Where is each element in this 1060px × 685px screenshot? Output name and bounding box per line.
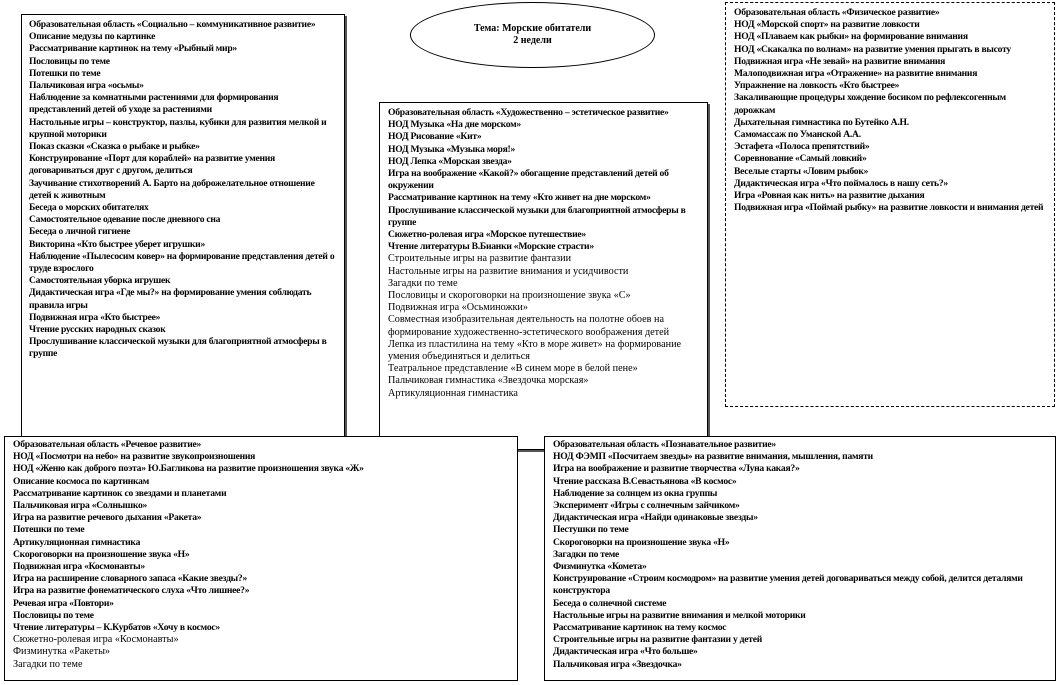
physical-line: Подвижная игра «Поймай рыбку» на развитие ловкости и внимания детей — [734, 202, 1044, 214]
social-line: Заучивание стихотворений А. Барто на доброжелательное отношение детей к животным — [29, 177, 315, 201]
social-line: Самостоятельная уборка игрушек — [29, 275, 171, 287]
art-line: Загадки по теме — [388, 277, 458, 289]
speech-line: Артикуляционная гимнастика — [13, 536, 141, 548]
art-line: Сюжетно-ролевая игра «Морское путешествие» — [388, 229, 586, 241]
speech-line: Скороговорки на произношение звука «Н» — [13, 548, 190, 560]
physical-line: Малоподвижная игра «Отражение» на развитие внимания — [734, 68, 978, 80]
speech-line: Образовательная область «Речевое развитие» — [13, 439, 202, 450]
speech-line: Игра на расширение словарного запаса «Какие звезды?» — [13, 573, 248, 585]
cognitive-line: Образовательная область «Познавательное развитие» — [553, 439, 776, 450]
speech-line: Чтение литературы – К.Курбатов «Хочу в космос» — [13, 622, 220, 634]
cognitive-line: Загадки по теме — [553, 548, 620, 560]
cognitive-development-block — [544, 436, 1056, 681]
social-line: Подвижная игра «Кто быстрее» — [29, 311, 161, 323]
speech-development-block — [4, 436, 518, 681]
cognitive-line: Конструирование «Строим космодром» на развитие умения детей договариваться между собой, делится деталями конструктора — [553, 573, 1023, 597]
social-line: Конструирование «Порт для кораблей» на развитие умения договариваться друг с другом, делиться — [29, 153, 275, 177]
social-line: Чтение русских народных сказок — [29, 324, 166, 336]
physical-line: НОД «Скакалка по волнам» на развитие умения прыгать в высоту — [734, 43, 1011, 55]
social-line: Беседа о морских обитателях — [29, 202, 149, 214]
social-line: Самостоятельное одевание после дневного сна — [29, 214, 221, 226]
cognitive-line: Скороговорки на произношение звука «Н» — [553, 536, 730, 548]
cognitive-line: Пальчиковая игра «Звездочка» — [553, 658, 682, 670]
physical-line: Веселые старты «Ловим рыбок» — [734, 165, 869, 177]
physical-line: НОД «Морской спорт» на развитие ловкости — [734, 19, 920, 31]
cognitive-line: Наблюдение за солнцем из окна группы — [553, 487, 718, 499]
speech-line: Рассматривание картинок со звездами и планетами — [13, 487, 227, 499]
physical-line: НОД «Плаваем как рыбки» на формирование внимания — [734, 31, 968, 43]
physical-line: Дидактическая игра «Что поймалось в нашу сеть?» — [734, 177, 948, 189]
social-line: Викторина «Кто быстрее уберет игрушки» — [29, 238, 205, 250]
speech-line: Пальчиковая игра «Солнышко» — [13, 500, 148, 512]
physical-line: Упражнение на ловкость «Кто быстрее» — [734, 80, 900, 92]
social-line: Прослушивание классической музыки для благоприятной атмосферы в группе — [29, 336, 327, 360]
physical-development-block — [725, 2, 1055, 407]
art-line: Строительные игры на развитие фантазии — [388, 253, 572, 265]
speech-line: Подвижная игра «Космонавты» — [13, 561, 145, 573]
social-line: Настольные игры – конструктор, пазлы, кубики для развития мелкой и крупной моторики — [29, 116, 327, 140]
art-line: Подвижная игра «Осьминожки» — [388, 302, 528, 314]
social-line: Пальчиковая игра «осьмы» — [29, 80, 144, 92]
speech-line: НОД «Женю как доброго поэта» Ю.Багликова на развитие произношения звука «Ж» — [13, 463, 364, 475]
cognitive-line: Чтение рассказа В.Севастьянова «В космос» — [553, 475, 737, 487]
social-development-block — [21, 14, 345, 448]
cognitive-line: Игра на воображение и развитие творчества «Луна какая?» — [553, 463, 800, 475]
social-line: Рассматривание картинок на тему «Рыбный мир» — [29, 43, 237, 55]
speech-line: НОД «Посмотри на небо» на развитие звукопроизношения — [13, 451, 256, 463]
cognitive-line: Физминутка «Комета» — [553, 561, 647, 573]
physical-line: Закаливающие процедуры хождение босиком по рефлексогенным дорожкам — [734, 92, 1006, 116]
physical-line: Подвижная игра «Не зевай» на развитие внимания — [734, 55, 946, 67]
art-line: Артикуляционная гимнастика — [388, 387, 518, 399]
speech-line: Игра на развитие речевого дыхания «Ракета» — [13, 512, 202, 524]
art-line: НОД Лепка «Морская звезда» — [388, 155, 512, 167]
speech-line: Физминутка «Ракеты» — [13, 646, 111, 658]
speech-line: Потешки по теме — [13, 524, 85, 536]
art-line: Игра на воображение «Какой?» обогащение представлений детей об окружении — [388, 168, 669, 192]
cognitive-line: Рассматривание картинок на тему космос — [553, 622, 727, 634]
speech-line: Загадки по теме — [13, 658, 83, 670]
cognitive-line: Дидактическая игра «Что больше» — [553, 646, 698, 658]
cognitive-line: Пестушки по теме — [553, 524, 629, 536]
cognitive-line: НОД ФЭМП «Посчитаем звезды» на развитие внимания, мышления, памяти — [553, 451, 873, 463]
art-line: НОД Музыка «На дне морском» — [388, 119, 521, 131]
physical-line: Самомассаж по Уманской А.А. — [734, 129, 861, 141]
physical-line: Образовательная область «Физическое развитие» — [734, 7, 940, 18]
art-line: Образовательная область «Художественно – эстетическое развитие» — [388, 107, 669, 118]
social-line: Наблюдение «Пылесосим ковер» на формирование представления детей о труде взрослого — [29, 250, 335, 275]
theme-ellipse — [410, 2, 655, 68]
speech-line: Игра на развитие фонематического слуха «Что лишнее?» — [13, 585, 250, 597]
art-line: НОД Рисование «Кит» — [388, 131, 482, 143]
physical-line: Дыхательная гимнастика по Бутейко А.Н. — [734, 116, 909, 128]
social-line: Потешки по теме — [29, 67, 101, 79]
social-line: Наблюдение за комнатными растениями для формирования представлений детей об уходе за растениями — [29, 92, 279, 116]
social-line: Образовательная область «Социально – коммуникативное развитие» — [29, 19, 316, 30]
cognitive-line: Дидактическая игра «Найди одинаковые звезды» — [553, 512, 758, 524]
social-line: Показ сказки «Сказка о рыбаке и рыбке» — [29, 141, 200, 153]
art-line: Пословицы и скороговорки на произношение звука «С» — [388, 290, 631, 302]
art-line: Чтение литературы В.Бианки «Морские страсти» — [388, 241, 594, 253]
speech-line: Пословицы по теме — [13, 609, 94, 621]
speech-line: Речевая игра «Повтори» — [13, 597, 114, 609]
speech-line: Сюжетно-ролевая игра «Космонавты» — [13, 634, 179, 646]
cognitive-line: Беседа о солнечной системе — [553, 597, 667, 609]
art-line: Лепка из пластилина на тему «Кто в море живет» на формирование умения объединяться и делиться — [388, 338, 682, 363]
physical-line: Эстафета «Полоса препятствий» — [734, 141, 870, 153]
speech-line: Описание космоса по картинкам — [13, 475, 149, 487]
social-line: Описание медузы по картинке — [29, 31, 156, 43]
cognitive-line: Строительные игры на развитие фантазии у детей — [553, 634, 763, 646]
art-development-block — [379, 102, 708, 450]
theme-duration: 2 недели — [513, 35, 552, 46]
physical-line: Соревнование «Самый ловкий» — [734, 153, 867, 165]
art-line: Пальчиковая гимнастика «Звездочка морская» — [388, 375, 589, 387]
theme-title: Тема: Морские обитатели — [473, 23, 592, 34]
cognitive-line: Настольные игры на развитие внимания и мелкой моторики — [553, 609, 806, 621]
art-line: Совместная изобразительная деятельность на полотне обоев на формирование художественно-эстетического воображения детей — [388, 314, 670, 338]
art-line: НОД Музыка «Музыка моря!» — [388, 143, 516, 155]
art-line: Прослушивание классической музыки для благоприятной атмосферы в группе — [388, 204, 686, 228]
art-line: Рассматривание картинок на тему «Кто живет на дне морском» — [388, 192, 651, 204]
physical-line: Игра «Ровная как нить» на развитие дыхания — [734, 190, 925, 202]
social-line: Дидактическая игра «Где мы?» на формирование умения соблюдать правила игры — [29, 287, 312, 311]
social-line: Пословицы по теме — [29, 55, 110, 67]
social-line: Беседа о личной гигиене — [29, 226, 131, 238]
art-line: Театральное представление «В синем море в белой пене» — [388, 363, 638, 375]
art-line: Настольные игры на развитие внимания и усидчивости — [388, 265, 629, 277]
cognitive-line: Эксперимент «Игры с солнечным зайчиком» — [553, 500, 740, 512]
